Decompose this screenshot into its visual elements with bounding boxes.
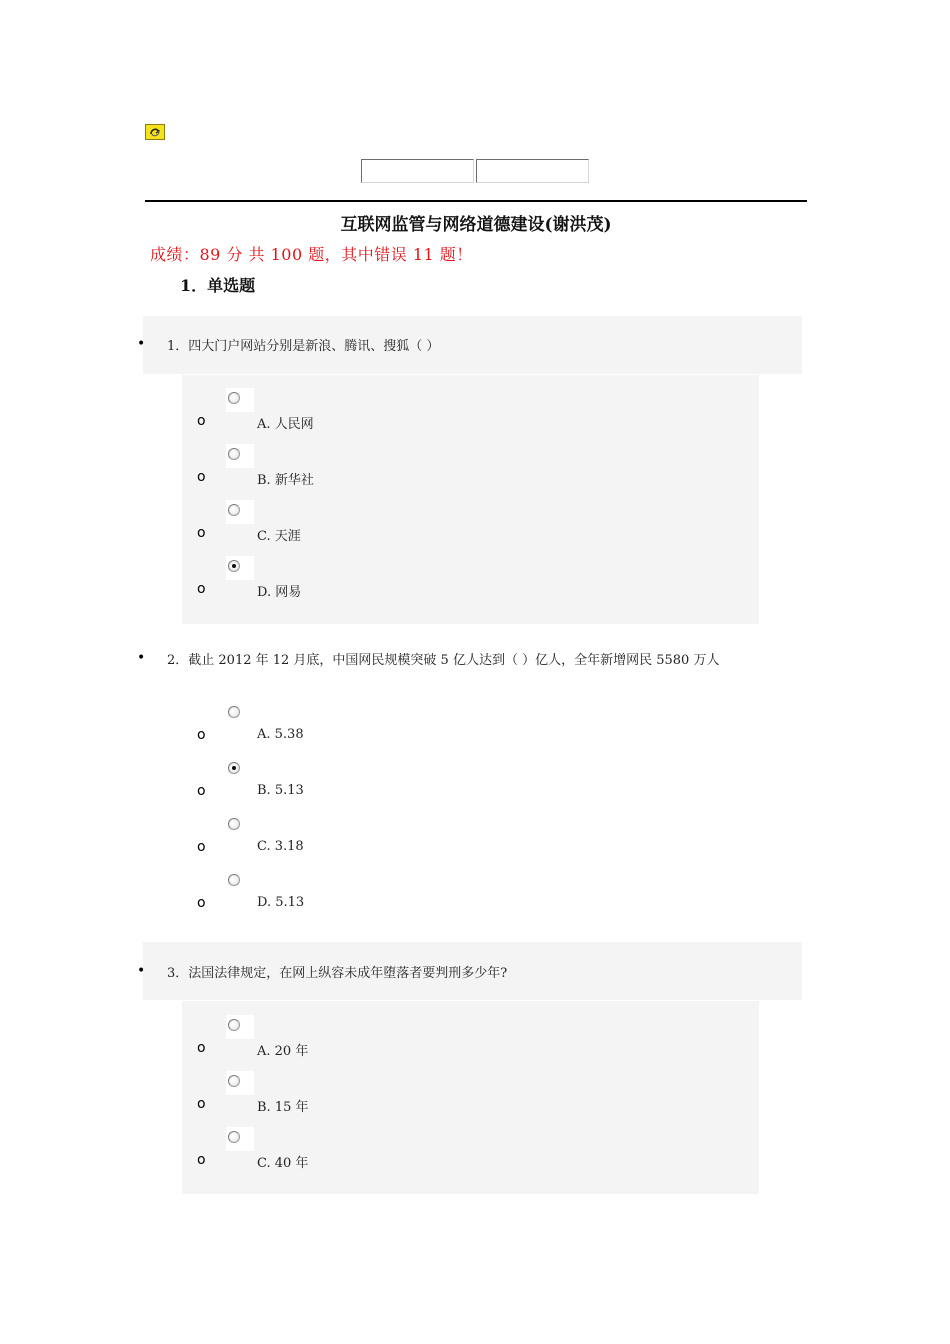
option-bullet: o: [197, 413, 206, 429]
option-label: C. 40 年: [257, 1156, 309, 1171]
option-bullet: o: [197, 895, 206, 911]
option-bullet: o: [197, 727, 206, 743]
option-bullet: o: [197, 581, 206, 597]
radio-button[interactable]: [226, 702, 254, 726]
option-label: D. 5.13: [257, 895, 305, 910]
option-label: A. 人民网: [257, 417, 314, 432]
radio-button[interactable]: [226, 814, 254, 838]
question-bullet: •: [137, 650, 146, 666]
option-label: A. 20 年: [257, 1044, 309, 1059]
radio-button[interactable]: [226, 870, 254, 894]
blank-input-right[interactable]: [476, 159, 589, 183]
radio-button-selected[interactable]: [226, 556, 254, 580]
question-bullet: •: [137, 963, 146, 979]
blank-input-left[interactable]: [361, 159, 474, 183]
option-label: B. 15 年: [257, 1100, 309, 1115]
question-text: 3．法国法律规定，在网上纵容未成年堕落者要判刑多少年?: [167, 966, 508, 981]
radio-button[interactable]: [226, 444, 254, 468]
score-summary: 成绩：89 分 共 100 题，其中错误 11 题！: [150, 245, 473, 264]
radio-button-selected[interactable]: [226, 758, 254, 782]
section-heading: 1．单选题: [180, 276, 256, 295]
option-label: A. 5.38: [257, 727, 304, 742]
option-label: C. 天涯: [257, 529, 301, 544]
title-divider: [145, 200, 807, 202]
option-label: B. 新华社: [257, 473, 314, 488]
radio-button[interactable]: [226, 388, 254, 412]
radio-button[interactable]: [226, 1071, 254, 1095]
option-bullet: o: [197, 469, 206, 485]
radio-button[interactable]: [226, 500, 254, 524]
radio-button[interactable]: [226, 1015, 254, 1039]
option-bullet: o: [197, 839, 206, 855]
option-bullet: o: [197, 1096, 206, 1112]
option-bullet: o: [197, 525, 206, 541]
page-title: 互联网监管与网络道德建设(谢洪茂): [340, 215, 612, 235]
option-bullet: o: [197, 783, 206, 799]
option-bullet: o: [197, 1152, 206, 1168]
radio-button[interactable]: [226, 1127, 254, 1151]
refresh-icon[interactable]: [145, 124, 165, 140]
option-label: D. 网易: [257, 585, 302, 600]
option-label: C. 3.18: [257, 839, 304, 854]
option-bullet: o: [197, 1040, 206, 1056]
question-text: 2．截止 2012 年 12 月底，中国网民规模突破 5 亿人达到（ ）亿人，全年新增网民 5580 万人: [167, 653, 720, 668]
option-label: B. 5.13: [257, 783, 304, 798]
question-text: 1．四大门户网站分别是新浪、腾讯、搜狐（ ）: [167, 339, 440, 354]
question-bullet: •: [137, 336, 146, 352]
